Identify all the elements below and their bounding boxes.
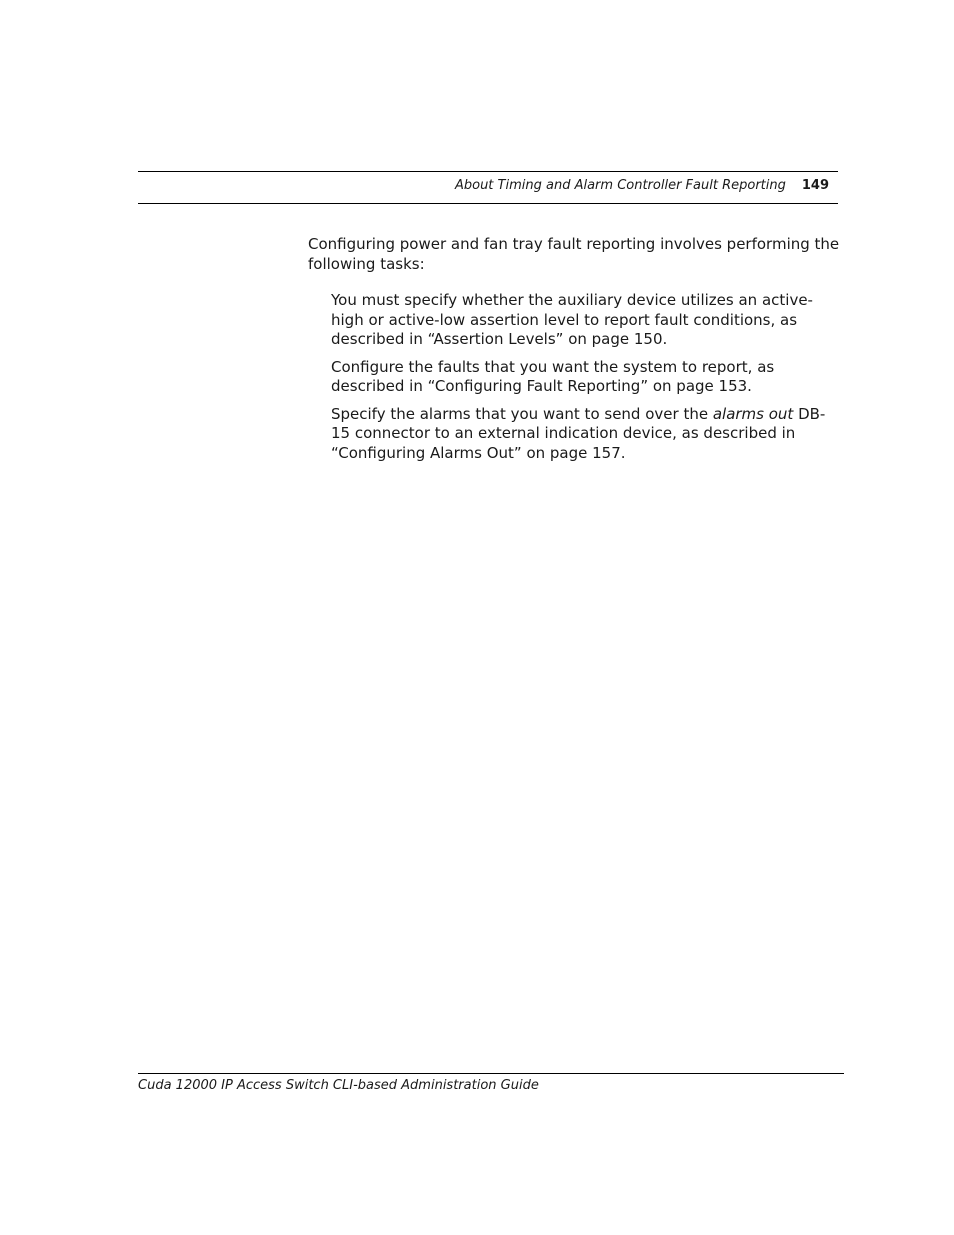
task-text-pre: Specify the alarms that you want to send over the bbox=[331, 404, 713, 423]
intro-paragraph: Configuring power and fan tray fault reporting involves performing the following tasks: bbox=[308, 235, 840, 273]
body-text bbox=[308, 235, 843, 471]
task-list bbox=[308, 291, 843, 463]
footer-book-title: Cuda 12000 IP Access Switch CLI-based Administration Guide bbox=[138, 1078, 539, 1093]
running-header-title: About Timing and Alarm Controller Fault Reporting bbox=[454, 178, 786, 193]
task-text-emphasis: alarms out bbox=[712, 404, 794, 423]
task-item-alarms-out bbox=[331, 405, 843, 464]
running-header bbox=[455, 178, 829, 194]
page-number: 149 bbox=[801, 178, 829, 193]
header-top-rule bbox=[138, 171, 838, 172]
task-text-post: DB-15 connector to an external indication device, as described in “Configuring Alarms Out” on page 157. bbox=[331, 404, 826, 462]
header-bottom-rule bbox=[138, 203, 838, 204]
task-item-fault-reporting: Configure the faults that you want the system to report, as described in “Configuring Fault Reporting” on page 153. bbox=[331, 357, 775, 395]
footer-rule bbox=[138, 1073, 844, 1074]
task-item-assertion-levels: You must specify whether the auxiliary device utilizes an active-high or active-low assertion level to report fault conditions, as described in “Assertion Levels” on page 150. bbox=[331, 291, 813, 348]
